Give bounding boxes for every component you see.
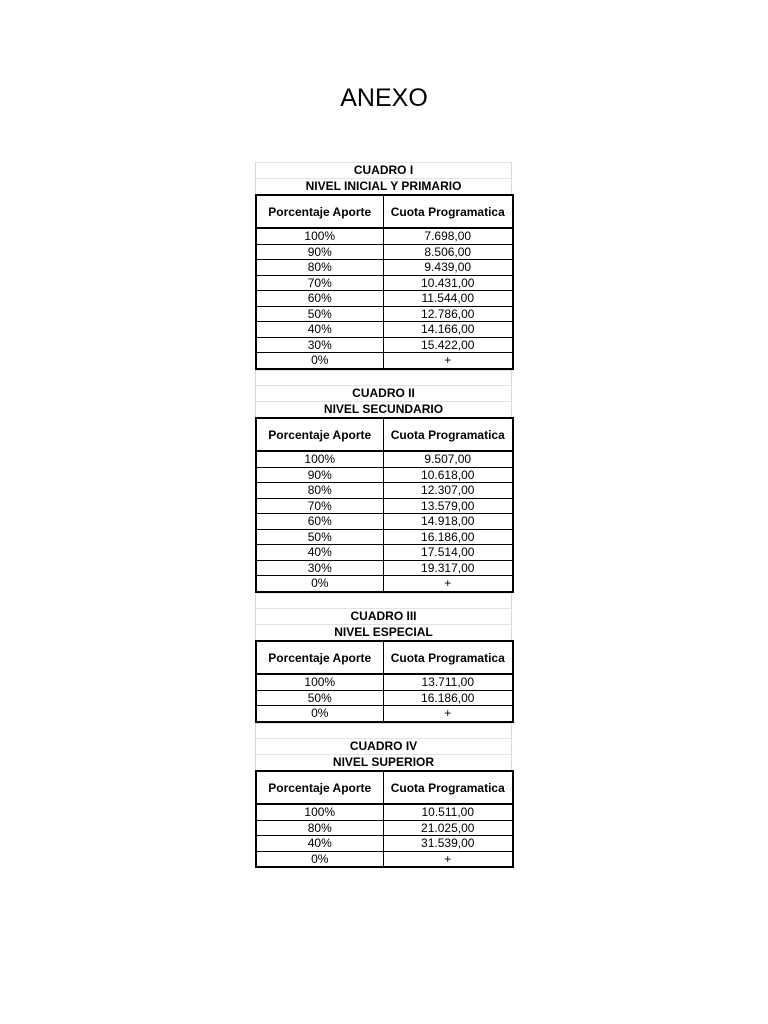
quota-cell: 12.307,00 [383, 483, 513, 499]
column-header-porcentaje: Porcentaje Aporte [256, 418, 383, 451]
percentage-cell: 0% [256, 706, 383, 722]
table-row [256, 576, 513, 592]
table-row [256, 674, 513, 690]
table-row [256, 244, 513, 260]
percentage-cell: 50% [256, 690, 383, 706]
percentage-cell: 60% [256, 291, 383, 307]
quota-cell: 13.711,00 [383, 674, 513, 690]
cuadro-heading: CUADRO III [255, 608, 512, 624]
cuadro-section [255, 385, 512, 593]
table-row [256, 690, 513, 706]
column-header-cuota: Cuota Programatica [383, 771, 513, 804]
column-header-porcentaje: Porcentaje Aporte [256, 195, 383, 228]
percentage-cell: 40% [256, 545, 383, 561]
quota-cell: 31.539,00 [383, 836, 513, 852]
quota-cell: + [444, 851, 452, 866]
column-header-cuota: Cuota Programatica [383, 195, 513, 228]
percentage-cell: 90% [256, 244, 383, 260]
percentage-cell: 100% [256, 228, 383, 244]
percentage-cell: 80% [256, 483, 383, 499]
percentage-cell: 100% [256, 451, 383, 467]
cuadro-heading: CUADRO IV [255, 738, 512, 754]
cuadro-heading: CUADRO I [255, 162, 512, 178]
table-row [256, 483, 513, 499]
column-header-cuota: Cuota Programatica [383, 418, 513, 451]
percentage-cell: 100% [256, 804, 383, 820]
column-header-cuota: Cuota Programatica [383, 641, 513, 674]
table-row [256, 275, 513, 291]
quota-cell: 11.544,00 [383, 291, 513, 307]
quota-cell: + [444, 353, 452, 368]
table-row [256, 545, 513, 561]
table-row [256, 337, 513, 353]
cuadro-subheading: NIVEL ESPECIAL [255, 624, 512, 640]
quota-cell: 13.579,00 [383, 498, 513, 514]
cuadro-table [255, 770, 514, 868]
table-row [256, 706, 513, 722]
quota-cell: 10.511,00 [383, 804, 513, 820]
quota-cell: 17.514,00 [383, 545, 513, 561]
quota-cell: + [444, 576, 452, 591]
quota-cell: 21.025,00 [383, 820, 513, 836]
table-row [256, 228, 513, 244]
percentage-cell: 30% [256, 337, 383, 353]
percentage-cell: 50% [256, 306, 383, 322]
quota-cell: 14.918,00 [383, 514, 513, 530]
spacer-row [255, 370, 512, 386]
cuadro-section [255, 608, 512, 723]
cuadro-heading: CUADRO II [255, 385, 512, 401]
quota-cell: 16.186,00 [383, 690, 513, 706]
quota-cell: 8.506,00 [383, 244, 513, 260]
percentage-cell: 80% [256, 820, 383, 836]
percentage-cell: 0% [256, 353, 383, 369]
table-row [256, 529, 513, 545]
percentage-cell: 50% [256, 529, 383, 545]
annex-sheet [255, 162, 512, 868]
table-row [256, 514, 513, 530]
table-row [256, 260, 513, 276]
quota-cell: 9.439,00 [383, 260, 513, 276]
column-header-porcentaje: Porcentaje Aporte [256, 771, 383, 804]
table-row [256, 560, 513, 576]
quota-cell: 9.507,00 [383, 451, 513, 467]
table-row [256, 498, 513, 514]
quota-cell: 16.186,00 [383, 529, 513, 545]
cuadro-subheading: NIVEL SECUNDARIO [255, 401, 512, 417]
quota-cell: 15.422,00 [383, 337, 513, 353]
percentage-cell: 0% [256, 851, 383, 867]
quota-cell: 14.166,00 [383, 322, 513, 338]
spacer-row [255, 723, 512, 739]
table-row [256, 804, 513, 820]
cuadro-table [255, 417, 514, 593]
cuadro-table [255, 640, 514, 723]
percentage-cell: 100% [256, 674, 383, 690]
cuadro-section [255, 738, 512, 868]
quota-cell: 12.786,00 [383, 306, 513, 322]
table-header-row [256, 418, 513, 451]
table-row [256, 306, 513, 322]
document-title: ANEXO [340, 84, 428, 112]
spacer-row [255, 593, 512, 609]
table-row [256, 291, 513, 307]
table-header-row [256, 771, 513, 804]
quota-cell: 7.698,00 [383, 228, 513, 244]
percentage-cell: 70% [256, 498, 383, 514]
quota-cell: + [444, 706, 452, 721]
table-header-row [256, 195, 513, 228]
column-header-porcentaje: Porcentaje Aporte [256, 641, 383, 674]
cuadro-table [255, 194, 514, 370]
cuadro-section [255, 162, 512, 370]
percentage-cell: 0% [256, 576, 383, 592]
percentage-cell: 40% [256, 836, 383, 852]
table-header-row [256, 641, 513, 674]
percentage-cell: 40% [256, 322, 383, 338]
cuadro-subheading: NIVEL SUPERIOR [255, 754, 512, 770]
quota-cell: 10.618,00 [383, 467, 513, 483]
quota-cell: 10.431,00 [383, 275, 513, 291]
percentage-cell: 90% [256, 467, 383, 483]
table-row [256, 451, 513, 467]
table-row [256, 836, 513, 852]
table-row [256, 820, 513, 836]
percentage-cell: 70% [256, 275, 383, 291]
quota-cell: 19.317,00 [383, 560, 513, 576]
percentage-cell: 60% [256, 514, 383, 530]
table-row [256, 353, 513, 369]
table-row [256, 467, 513, 483]
cuadro-subheading: NIVEL INICIAL Y PRIMARIO [255, 178, 512, 194]
table-row [256, 322, 513, 338]
table-row [256, 851, 513, 867]
percentage-cell: 80% [256, 260, 383, 276]
percentage-cell: 30% [256, 560, 383, 576]
